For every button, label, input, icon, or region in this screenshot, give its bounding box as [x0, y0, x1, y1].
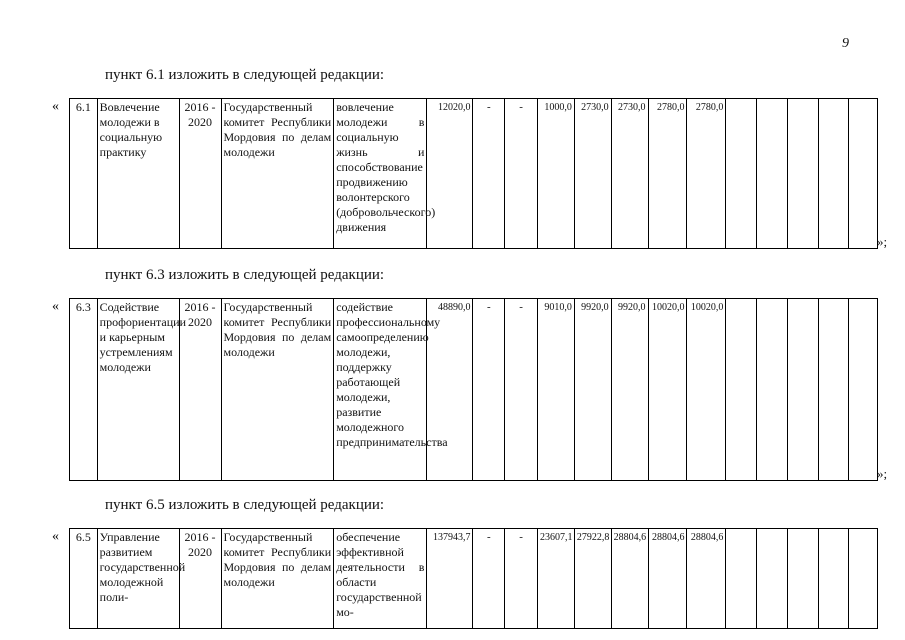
value-cell: 10020,0: [648, 299, 687, 481]
value-cell: 2780,0: [687, 99, 726, 249]
value-cell: 9920,0: [611, 299, 648, 481]
empty-cell: [726, 299, 757, 481]
row-result: содействие профессиональному самоопределению молодежи, поддержку работающей молодежи, развитие молодежного предпринимательства: [334, 299, 427, 481]
value-cell: -: [473, 99, 505, 249]
row-name: Управление развитием государственной молодежной поли-: [97, 529, 179, 629]
value-cell: -: [505, 99, 538, 249]
empty-cell: [849, 529, 878, 629]
page-number: 9: [842, 36, 849, 51]
row-name: Содействие профориентации и карьерным устремлениям молодежи: [97, 299, 179, 481]
program-table-row: [69, 298, 878, 481]
empty-cell: [726, 529, 757, 629]
empty-cell: [757, 299, 788, 481]
empty-cell: [787, 299, 818, 481]
row-executor: Государственный комитет Республики Мордовия по делам молодежи: [221, 99, 334, 249]
close-quote: »;: [877, 466, 888, 481]
value-cell: 23607,1: [537, 529, 574, 629]
empty-cell: [787, 99, 818, 249]
row-years: 2016 - 2020: [179, 529, 221, 629]
open-quote: «: [52, 299, 59, 314]
open-quote: «: [52, 99, 59, 114]
section-heading: пункт 6.1 изложить в следующей редакции:: [105, 67, 385, 83]
section-heading: пункт 6.5 изложить в следующей редакции:: [105, 497, 385, 513]
close-quote: »;: [877, 234, 888, 249]
empty-cell: [757, 529, 788, 629]
value-cell: 28804,6: [611, 529, 648, 629]
value-cell: 2730,0: [574, 99, 611, 249]
open-quote: «: [52, 529, 59, 544]
value-cell: 1000,0: [537, 99, 574, 249]
value-cell: 2780,0: [648, 99, 687, 249]
value-cell: 12020,0: [427, 99, 473, 249]
row-number: 6.3: [70, 299, 98, 481]
value-cell: 137943,7: [427, 529, 473, 629]
row-number: 6.1: [70, 99, 98, 249]
row-executor: Государственный комитет Республики Мордовия по делам молодежи: [221, 299, 334, 481]
empty-cell: [849, 99, 878, 249]
value-cell: -: [473, 529, 505, 629]
value-cell: 2730,0: [611, 99, 648, 249]
row-executor: Государственный комитет Республики Мордовия по делам молодежи: [221, 529, 334, 629]
row-years: 2016 - 2020: [179, 299, 221, 481]
value-cell: -: [505, 299, 538, 481]
program-table-row: [69, 98, 878, 249]
row-result: вовлечение молодежи в социальную жизнь и способствование продвижению волонтерского (добровольческого) движения: [334, 99, 427, 249]
empty-cell: [818, 529, 849, 629]
value-cell: 9010,0: [537, 299, 574, 481]
program-table-row: [69, 528, 878, 629]
row-years: 2016 - 2020: [179, 99, 221, 249]
value-cell: 48890,0: [427, 299, 473, 481]
value-cell: 27922,8: [574, 529, 611, 629]
empty-cell: [787, 529, 818, 629]
empty-cell: [818, 99, 849, 249]
empty-cell: [818, 299, 849, 481]
empty-cell: [726, 99, 757, 249]
value-cell: 10020,0: [687, 299, 726, 481]
row-number: 6.5: [70, 529, 98, 629]
value-cell: 28804,6: [648, 529, 687, 629]
section-heading: пункт 6.3 изложить в следующей редакции:: [105, 267, 385, 283]
empty-cell: [757, 99, 788, 249]
value-cell: -: [505, 529, 538, 629]
value-cell: 9920,0: [574, 299, 611, 481]
empty-cell: [849, 299, 878, 481]
row-name: Вовлечение молодежи в социальную практику: [97, 99, 179, 249]
value-cell: -: [473, 299, 505, 481]
row-result: обеспечение эффективной деятельности в области государственной мо-: [334, 529, 427, 629]
value-cell: 28804,6: [687, 529, 726, 629]
